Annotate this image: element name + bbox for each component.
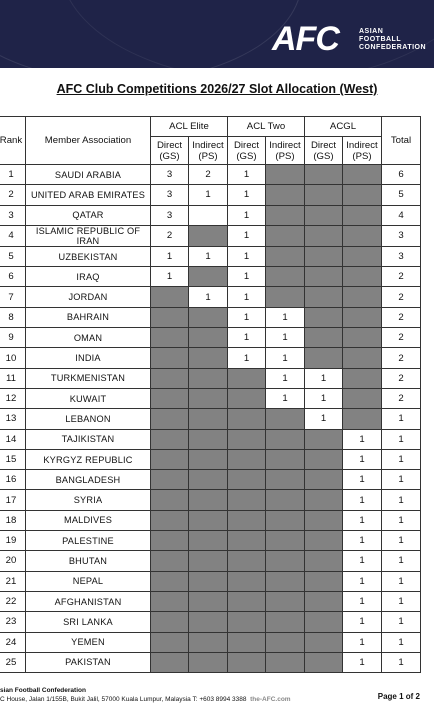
- direct-subheader: Direct (GS): [228, 137, 266, 165]
- slot-cell: [189, 205, 228, 225]
- rank-cell: 8: [0, 307, 26, 327]
- total-cell: 6: [382, 165, 421, 185]
- table-row: [0, 551, 421, 571]
- rank-cell: 9: [0, 328, 26, 348]
- rank-cell: 12: [0, 388, 26, 408]
- slot-cell: [189, 348, 228, 368]
- slot-cell: [189, 510, 228, 530]
- slot-cell: [266, 246, 305, 266]
- member-cell: SAUDI ARABIA: [26, 165, 151, 185]
- table-row: [0, 246, 421, 266]
- slot-cell: 1: [151, 246, 189, 266]
- table-row: [0, 225, 421, 246]
- slot-cell: [189, 612, 228, 632]
- table-row: [0, 409, 421, 429]
- rank-cell: 2: [0, 185, 26, 205]
- rank-cell: 4: [0, 225, 26, 246]
- member-cell: PAKISTAN: [26, 652, 151, 672]
- total-cell: 1: [382, 612, 421, 632]
- slot-cell: [228, 429, 266, 449]
- table-row: [0, 165, 421, 185]
- total-cell: 4: [382, 205, 421, 225]
- slot-cell: [189, 328, 228, 348]
- slot-cell: [151, 571, 189, 591]
- slot-cell: 1: [189, 185, 228, 205]
- total-cell: 1: [382, 449, 421, 469]
- slot-cell: 3: [151, 165, 189, 185]
- rank-cell: 6: [0, 267, 26, 287]
- slot-cell: [266, 205, 305, 225]
- member-cell: QATAR: [26, 205, 151, 225]
- table-row: [0, 287, 421, 307]
- slot-cell: [228, 470, 266, 490]
- slot-cell: [189, 388, 228, 408]
- slot-cell: [151, 328, 189, 348]
- total-cell: 2: [382, 348, 421, 368]
- slot-cell: 1: [305, 368, 343, 388]
- slot-cell: [189, 307, 228, 327]
- slot-cell: 1: [343, 632, 382, 652]
- slot-cell: [189, 531, 228, 551]
- slot-cell: 1: [189, 246, 228, 266]
- table-row: [0, 185, 421, 205]
- slot-cell: [266, 571, 305, 591]
- member-cell: YEMEN: [26, 632, 151, 652]
- member-cell: LEBANON: [26, 409, 151, 429]
- rank-cell: 11: [0, 368, 26, 388]
- member-cell: BANGLADESH: [26, 470, 151, 490]
- member-cell: IRAQ: [26, 267, 151, 287]
- rank-cell: 3: [0, 205, 26, 225]
- slot-cell: [151, 409, 189, 429]
- slot-cell: [189, 652, 228, 672]
- rank-cell: 25: [0, 652, 26, 672]
- total-cell: 2: [382, 267, 421, 287]
- member-cell: TAJIKISTAN: [26, 429, 151, 449]
- table-row: [0, 571, 421, 591]
- slot-cell: [228, 632, 266, 652]
- table-row: [0, 307, 421, 327]
- slot-cell: [305, 612, 343, 632]
- table-row: [0, 490, 421, 510]
- slot-cell: [151, 632, 189, 652]
- total-cell: 1: [382, 531, 421, 551]
- slot-cell: [266, 612, 305, 632]
- slot-cell: [228, 490, 266, 510]
- total-cell: 2: [382, 287, 421, 307]
- member-cell: MALDIVES: [26, 510, 151, 530]
- total-cell: 5: [382, 185, 421, 205]
- slot-cell: [189, 449, 228, 469]
- slot-cell: [151, 470, 189, 490]
- table-row: [0, 449, 421, 469]
- slot-cell: [343, 246, 382, 266]
- slot-cell: [305, 490, 343, 510]
- slot-cell: [151, 429, 189, 449]
- table-row: [0, 632, 421, 652]
- slot-cell: [305, 470, 343, 490]
- slot-cell: [266, 165, 305, 185]
- slot-cell: [343, 225, 382, 246]
- slot-cell: 1: [228, 225, 266, 246]
- total-cell: 1: [382, 591, 421, 611]
- slot-cell: [266, 267, 305, 287]
- slot-cell: [343, 307, 382, 327]
- slot-cell: [228, 612, 266, 632]
- table-row: [0, 388, 421, 408]
- slot-cell: [305, 205, 343, 225]
- table-row: [0, 429, 421, 449]
- rank-cell: 14: [0, 429, 26, 449]
- slot-cell: [151, 652, 189, 672]
- slot-cell: 3: [151, 185, 189, 205]
- slot-cell: 1: [343, 612, 382, 632]
- slot-cell: [266, 449, 305, 469]
- total-cell: 2: [382, 307, 421, 327]
- rank-cell: 20: [0, 551, 26, 571]
- member-cell: BHUTAN: [26, 551, 151, 571]
- slot-cell: 1: [266, 307, 305, 327]
- slot-cell: 1: [228, 267, 266, 287]
- slot-cell: 1: [305, 388, 343, 408]
- total-header: Total: [382, 117, 421, 165]
- indirect-subheader: Indirect (PS): [189, 137, 228, 165]
- table-row: [0, 510, 421, 530]
- slot-cell: [266, 287, 305, 307]
- indirect-subheader: Indirect (PS): [343, 137, 382, 165]
- slot-cell: [266, 490, 305, 510]
- slot-cell: 2: [151, 225, 189, 246]
- table-row: [0, 531, 421, 551]
- member-cell: SYRIA: [26, 490, 151, 510]
- total-cell: 3: [382, 246, 421, 266]
- slot-cell: 1: [343, 591, 382, 611]
- acgl-header: ACGL: [305, 117, 382, 137]
- direct-subheader: Direct (GS): [151, 137, 189, 165]
- slot-cell: [305, 348, 343, 368]
- member-cell: UNITED ARAB EMIRATES: [26, 185, 151, 205]
- slot-cell: [189, 470, 228, 490]
- table-row: [0, 348, 421, 368]
- slot-cell: [305, 429, 343, 449]
- slot-cell: [189, 267, 228, 287]
- slot-cell: [151, 591, 189, 611]
- slot-cell: [305, 287, 343, 307]
- footer-contact: [0, 686, 291, 704]
- slot-cell: 1: [343, 652, 382, 672]
- page-number: Page 1 of 2: [377, 692, 420, 701]
- slot-cell: 1: [343, 429, 382, 449]
- table-row: [0, 591, 421, 611]
- slot-cell: [343, 287, 382, 307]
- afc-logo-subtitle: ASIAN FOOTBALL CONFEDERATION: [359, 28, 427, 51]
- rank-cell: 21: [0, 571, 26, 591]
- slot-cell: 1: [343, 571, 382, 591]
- member-cell: JORDAN: [26, 287, 151, 307]
- footer-address: C House, Jalan 1/155B, Bukit Jalil, 57000 Kuala Lumpur, Malaysia T: +603 8994 3388 the-AFC.com: [0, 696, 291, 703]
- table-row: [0, 612, 421, 632]
- slot-cell: 1: [228, 205, 266, 225]
- total-cell: 3: [382, 225, 421, 246]
- slot-cell: [151, 551, 189, 571]
- slot-cell: [151, 348, 189, 368]
- table-row: [0, 328, 421, 348]
- rank-cell: 5: [0, 246, 26, 266]
- member-cell: OMAN: [26, 328, 151, 348]
- member-cell: NEPAL: [26, 571, 151, 591]
- total-cell: 1: [382, 490, 421, 510]
- table-row: [0, 267, 421, 287]
- slot-cell: [343, 165, 382, 185]
- total-cell: 1: [382, 470, 421, 490]
- slot-cell: [266, 531, 305, 551]
- slot-cell: [266, 470, 305, 490]
- rank-cell: 24: [0, 632, 26, 652]
- total-cell: 1: [382, 571, 421, 591]
- total-cell: 1: [382, 632, 421, 652]
- slot-cell: 1: [343, 449, 382, 469]
- slot-cell: [266, 510, 305, 530]
- slot-cell: [305, 225, 343, 246]
- slot-cell: 1: [343, 510, 382, 530]
- slot-cell: 2: [189, 165, 228, 185]
- slot-cell: 1: [343, 551, 382, 571]
- slot-cell: [228, 510, 266, 530]
- slot-cell: [266, 652, 305, 672]
- rank-cell: 7: [0, 287, 26, 307]
- member-cell: SRI LANKA: [26, 612, 151, 632]
- rank-cell: 15: [0, 449, 26, 469]
- slot-cell: [189, 571, 228, 591]
- slot-cell: [343, 185, 382, 205]
- slot-cell: [228, 571, 266, 591]
- slot-cell: 1: [266, 328, 305, 348]
- member-cell: TURKMENISTAN: [26, 368, 151, 388]
- slot-cell: [305, 165, 343, 185]
- slot-cell: [228, 388, 266, 408]
- total-cell: 2: [382, 328, 421, 348]
- slot-cell: 1: [343, 470, 382, 490]
- slot-cell: [266, 185, 305, 205]
- slot-cell: 1: [266, 368, 305, 388]
- slot-cell: [343, 267, 382, 287]
- slot-cell: [228, 591, 266, 611]
- rank-cell: 23: [0, 612, 26, 632]
- slot-cell: [343, 328, 382, 348]
- slot-cell: 1: [266, 348, 305, 368]
- total-cell: 2: [382, 388, 421, 408]
- member-cell: BAHRAIN: [26, 307, 151, 327]
- slot-cell: [189, 225, 228, 246]
- slot-cell: [305, 510, 343, 530]
- member-cell: PALESTINE: [26, 531, 151, 551]
- slot-cell: 1: [343, 490, 382, 510]
- rank-header: Rank: [0, 117, 26, 165]
- slot-cell: [228, 531, 266, 551]
- slot-cell: [305, 185, 343, 205]
- slot-cell: [151, 287, 189, 307]
- slot-cell: [305, 246, 343, 266]
- slot-cell: [343, 409, 382, 429]
- slot-cell: [305, 449, 343, 469]
- table-row: [0, 652, 421, 672]
- slot-cell: [189, 551, 228, 571]
- document-title: AFC Club Competitions 2026/27 Slot Allocation (West): [56, 82, 378, 96]
- total-cell: 1: [382, 429, 421, 449]
- slot-cell: [151, 307, 189, 327]
- slot-cell: 1: [305, 409, 343, 429]
- slot-cell: [228, 409, 266, 429]
- afc-header-banner: [0, 0, 434, 68]
- slot-cell: [343, 368, 382, 388]
- slot-cell: [343, 205, 382, 225]
- slot-cell: 1: [228, 328, 266, 348]
- table-row: [0, 368, 421, 388]
- slot-cell: 1: [228, 348, 266, 368]
- slot-cell: [189, 409, 228, 429]
- acl-two-header: ACL Two: [228, 117, 305, 137]
- slot-cell: [151, 368, 189, 388]
- slot-cell: [151, 612, 189, 632]
- direct-subheader: Direct (GS): [305, 137, 343, 165]
- slot-cell: [305, 652, 343, 672]
- slot-cell: [305, 551, 343, 571]
- member-cell: KUWAIT: [26, 388, 151, 408]
- slot-cell: 1: [228, 287, 266, 307]
- slot-cell: [189, 368, 228, 388]
- total-cell: 1: [382, 551, 421, 571]
- rank-cell: 17: [0, 490, 26, 510]
- table-row: [0, 205, 421, 225]
- slot-cell: [151, 490, 189, 510]
- slot-cell: [266, 632, 305, 652]
- slot-cell: [189, 429, 228, 449]
- slot-cell: [228, 449, 266, 469]
- rank-cell: 1: [0, 165, 26, 185]
- slot-cell: [266, 591, 305, 611]
- indirect-subheader: Indirect (PS): [266, 137, 305, 165]
- slot-cell: [151, 388, 189, 408]
- slot-cell: [189, 490, 228, 510]
- afc-logo: AFC: [272, 20, 339, 58]
- slot-cell: [343, 348, 382, 368]
- slot-cell: [266, 551, 305, 571]
- slot-cell: [151, 449, 189, 469]
- slot-cell: [189, 632, 228, 652]
- slot-cell: [228, 551, 266, 571]
- table-row: [0, 470, 421, 490]
- slot-cell: [305, 571, 343, 591]
- slot-allocation-table: [0, 116, 421, 673]
- rank-cell: 18: [0, 510, 26, 530]
- total-cell: 1: [382, 510, 421, 530]
- slot-cell: 1: [228, 165, 266, 185]
- slot-cell: [305, 328, 343, 348]
- slot-cell: 1: [266, 388, 305, 408]
- member-header: Member Association: [26, 117, 151, 165]
- slot-cell: [305, 591, 343, 611]
- slot-cell: [228, 368, 266, 388]
- slot-cell: 1: [228, 246, 266, 266]
- slot-cell: [305, 267, 343, 287]
- footer-website[interactable]: the-AFC.com: [250, 696, 291, 703]
- total-cell: 2: [382, 368, 421, 388]
- slot-cell: [266, 409, 305, 429]
- slot-cell: 1: [228, 307, 266, 327]
- slot-cell: [266, 225, 305, 246]
- slot-cell: 1: [189, 287, 228, 307]
- member-cell: AFGHANISTAN: [26, 591, 151, 611]
- slot-cell: 1: [343, 531, 382, 551]
- acl-elite-header: ACL Elite: [151, 117, 228, 137]
- member-cell: INDIA: [26, 348, 151, 368]
- rank-cell: 22: [0, 591, 26, 611]
- slot-cell: [343, 388, 382, 408]
- rank-cell: 13: [0, 409, 26, 429]
- rank-cell: 16: [0, 470, 26, 490]
- slot-cell: 1: [151, 267, 189, 287]
- total-cell: 1: [382, 409, 421, 429]
- slot-cell: [305, 531, 343, 551]
- slot-cell: [305, 632, 343, 652]
- slot-cell: 1: [228, 185, 266, 205]
- rank-cell: 19: [0, 531, 26, 551]
- footer-org: sian Football Confederation: [0, 687, 86, 694]
- member-cell: UZBEKISTAN: [26, 246, 151, 266]
- member-cell: KYRGYZ REPUBLIC: [26, 449, 151, 469]
- member-cell: ISLAMIC REPUBLIC OF IRAN: [26, 225, 151, 246]
- total-cell: 1: [382, 652, 421, 672]
- slot-cell: [151, 531, 189, 551]
- slot-cell: [305, 307, 343, 327]
- rank-cell: 10: [0, 348, 26, 368]
- slot-cell: [151, 510, 189, 530]
- slot-cell: [189, 591, 228, 611]
- slot-cell: 3: [151, 205, 189, 225]
- slot-cell: [266, 429, 305, 449]
- slot-cell: [228, 652, 266, 672]
